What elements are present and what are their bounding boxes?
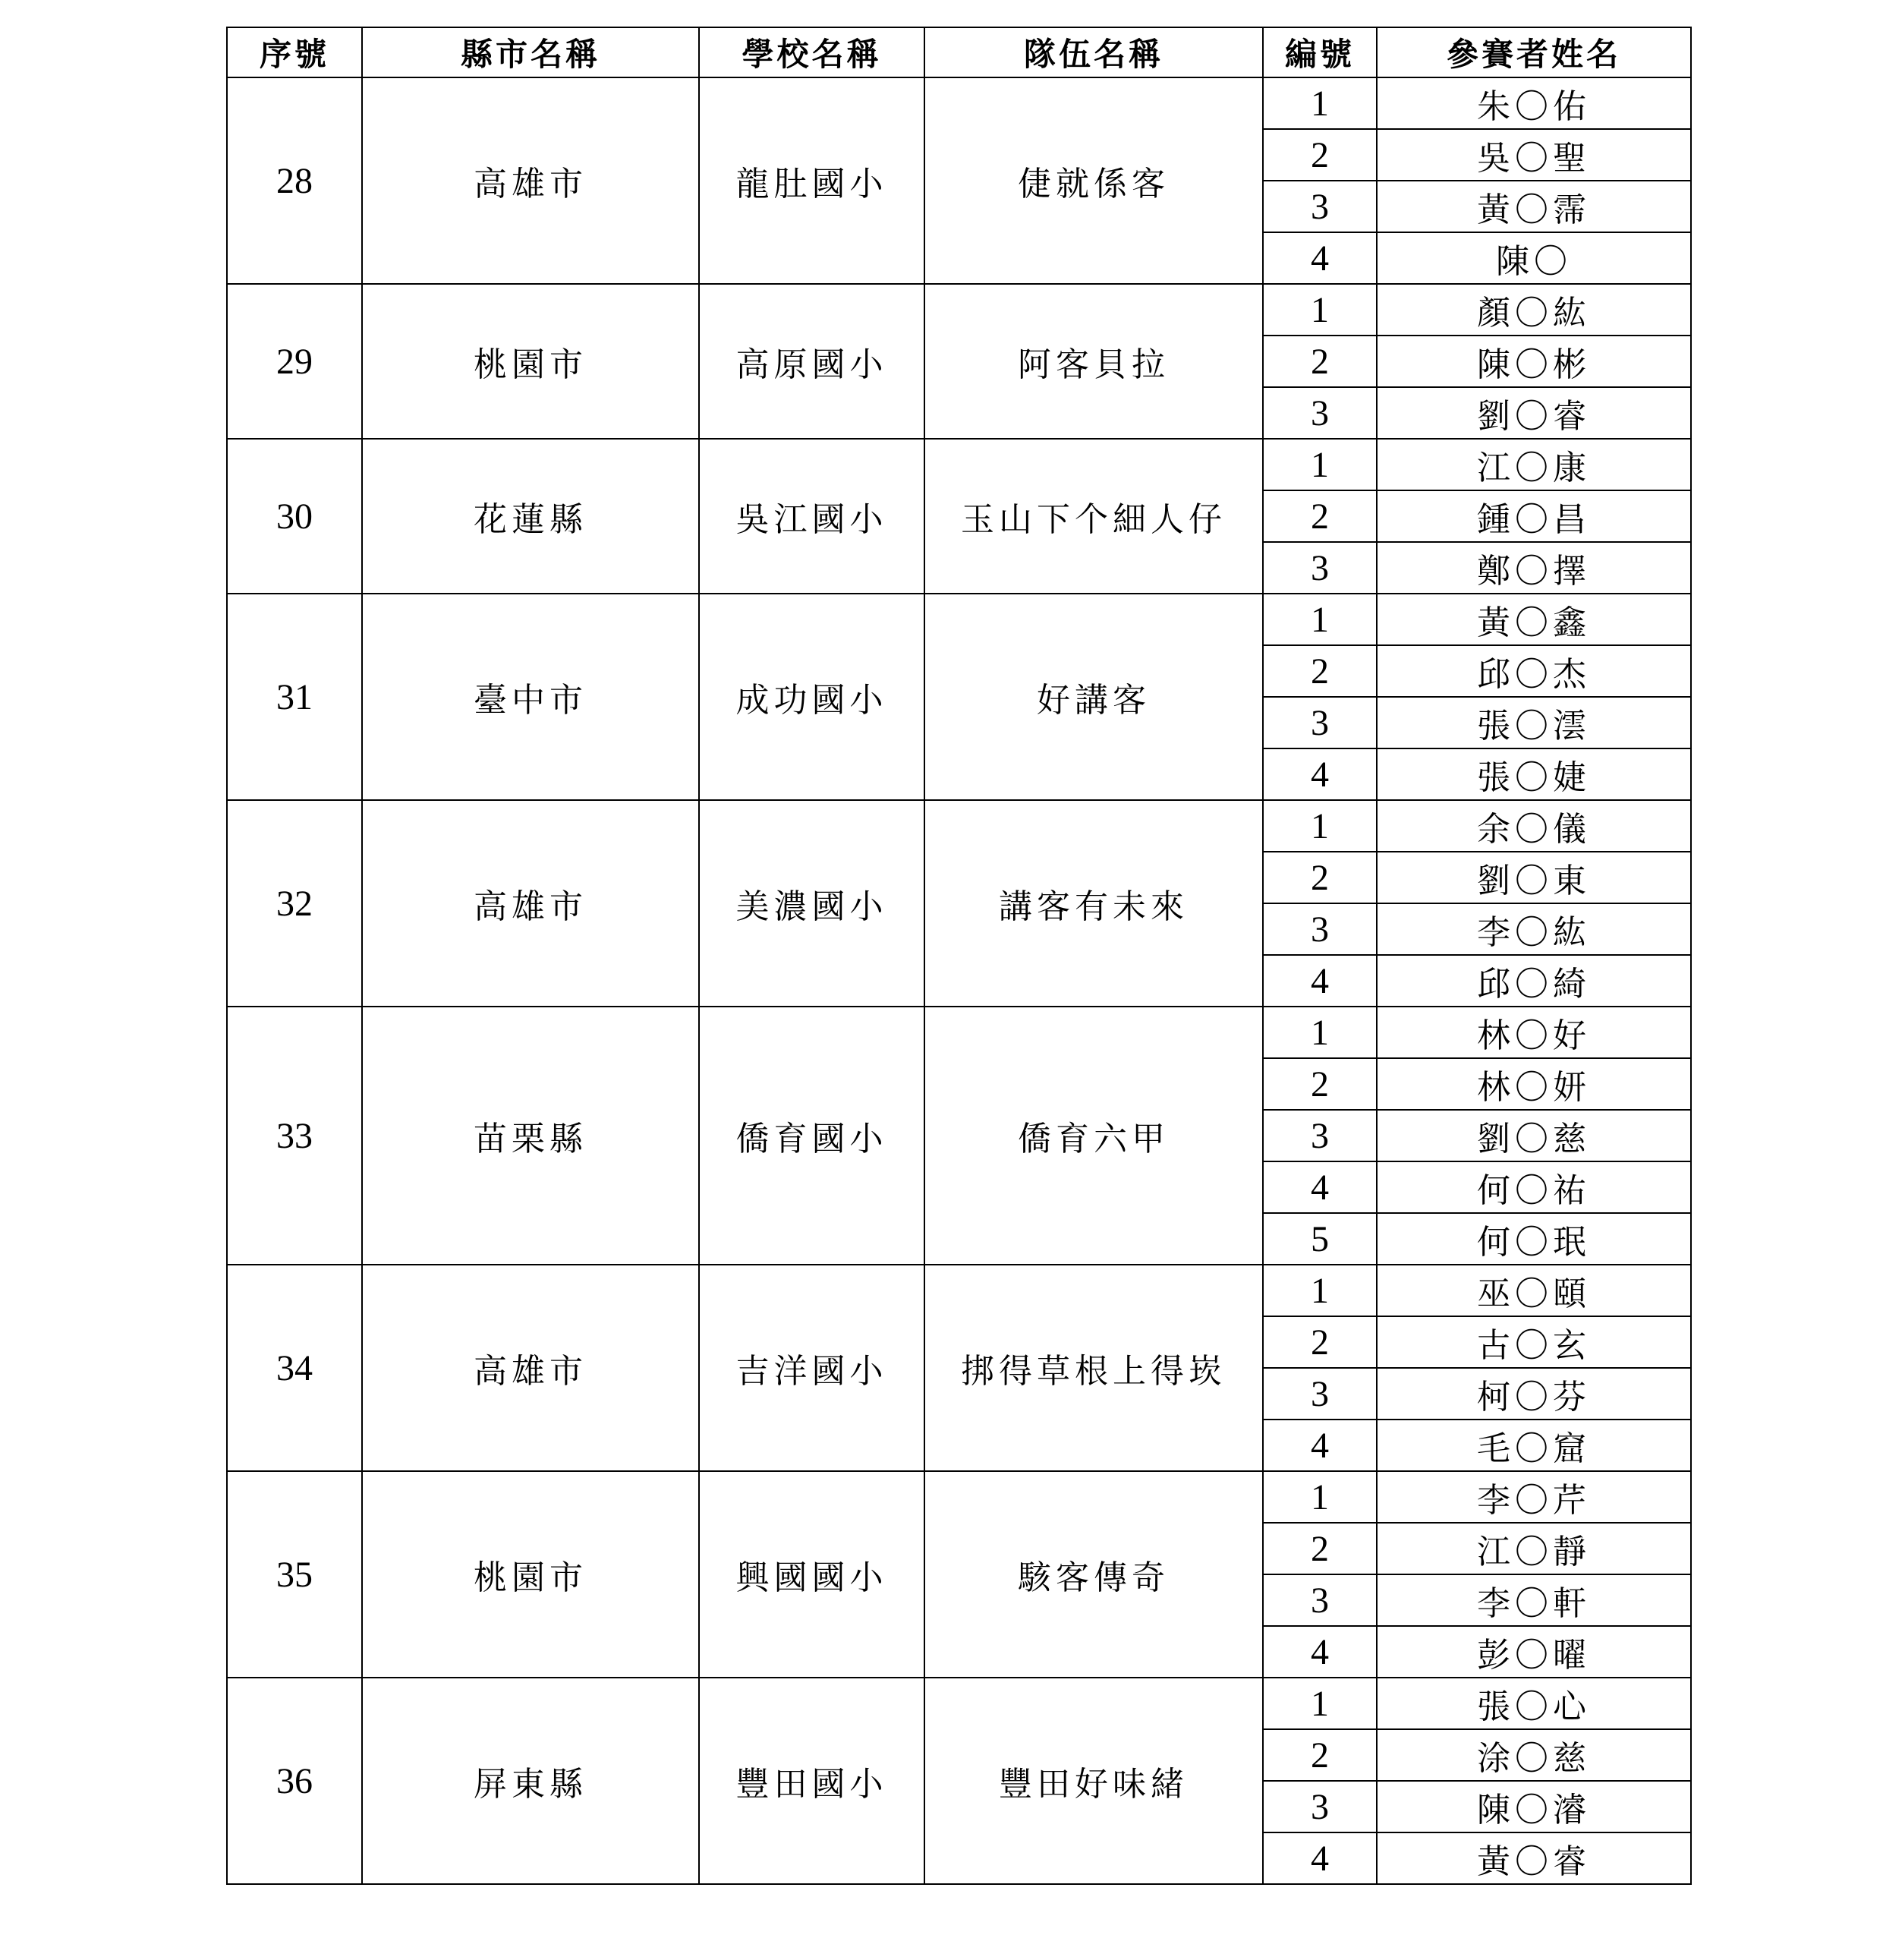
- team-cell: 倢就係客: [924, 77, 1263, 284]
- member-number-cell: 2: [1263, 1058, 1377, 1110]
- member-number-cell: 1: [1263, 439, 1377, 490]
- member-number-cell: 1: [1263, 1007, 1377, 1058]
- member-number-cell: 4: [1263, 232, 1377, 284]
- header-county: 縣市名稱: [362, 27, 699, 77]
- member-name-cell: 何〇祐: [1377, 1161, 1691, 1213]
- table-row: [227, 1007, 1691, 1058]
- member-number-cell: 1: [1263, 1471, 1377, 1523]
- member-number-cell: 2: [1263, 129, 1377, 181]
- seq-cell: 28: [227, 77, 362, 284]
- member-name-cell: 毛〇窟: [1377, 1420, 1691, 1471]
- member-number-cell: 2: [1263, 1729, 1377, 1781]
- member-name-cell: 顏〇紘: [1377, 284, 1691, 336]
- member-number-cell: 4: [1263, 748, 1377, 800]
- member-number-cell: 3: [1263, 181, 1377, 232]
- member-number-cell: 4: [1263, 1420, 1377, 1471]
- team-cell: 阿客貝拉: [924, 284, 1263, 439]
- seq-cell: 34: [227, 1265, 362, 1471]
- member-number-cell: 2: [1263, 645, 1377, 697]
- team-cell: 好講客: [924, 594, 1263, 800]
- member-number-cell: 2: [1263, 852, 1377, 903]
- member-number-cell: 3: [1263, 697, 1377, 748]
- header-school: 學校名稱: [699, 27, 924, 77]
- member-number-cell: 1: [1263, 1265, 1377, 1316]
- table-row: [227, 594, 1691, 645]
- school-cell: 吳江國小: [699, 439, 924, 594]
- school-cell: 成功國小: [699, 594, 924, 800]
- member-number-cell: 1: [1263, 284, 1377, 336]
- header-participant-name: 參賽者姓名: [1377, 27, 1691, 77]
- member-number-cell: 4: [1263, 1626, 1377, 1678]
- team-cell: 僑育六甲: [924, 1007, 1263, 1265]
- member-name-cell: 張〇心: [1377, 1678, 1691, 1729]
- table-row: [227, 800, 1691, 852]
- member-name-cell: 黃〇鑫: [1377, 594, 1691, 645]
- county-cell: 臺中市: [362, 594, 699, 800]
- table-row: [227, 1678, 1691, 1729]
- member-name-cell: 何〇珉: [1377, 1213, 1691, 1265]
- table-row: [227, 1265, 1691, 1316]
- member-number-cell: 4: [1263, 1832, 1377, 1884]
- member-number-cell: 3: [1263, 1574, 1377, 1626]
- header-row: [227, 27, 1691, 77]
- member-name-cell: 鄭〇擇: [1377, 542, 1691, 594]
- member-number-cell: 5: [1263, 1213, 1377, 1265]
- member-name-cell: 鍾〇昌: [1377, 490, 1691, 542]
- header-seq: 序號: [227, 27, 362, 77]
- member-number-cell: 3: [1263, 542, 1377, 594]
- member-number-cell: 3: [1263, 903, 1377, 955]
- member-name-cell: 柯〇芬: [1377, 1368, 1691, 1420]
- member-number-cell: 3: [1263, 1110, 1377, 1161]
- member-number-cell: 3: [1263, 1368, 1377, 1420]
- county-cell: 苗栗縣: [362, 1007, 699, 1265]
- team-cell: 講客有未來: [924, 800, 1263, 1007]
- member-number-cell: 2: [1263, 490, 1377, 542]
- member-name-cell: 林〇好: [1377, 1007, 1691, 1058]
- member-name-cell: 李〇紘: [1377, 903, 1691, 955]
- member-name-cell: 涂〇慈: [1377, 1729, 1691, 1781]
- member-name-cell: 黃〇睿: [1377, 1832, 1691, 1884]
- member-name-cell: 朱〇佑: [1377, 77, 1691, 129]
- table-row: [227, 284, 1691, 336]
- member-name-cell: 彭〇曜: [1377, 1626, 1691, 1678]
- team-cell: 豐田好味緒: [924, 1678, 1263, 1884]
- seq-cell: 33: [227, 1007, 362, 1265]
- seq-cell: 29: [227, 284, 362, 439]
- member-name-cell: 張〇婕: [1377, 748, 1691, 800]
- header-team: 隊伍名稱: [924, 27, 1263, 77]
- team-cell: 駭客傳奇: [924, 1471, 1263, 1678]
- member-name-cell: 陳〇濬: [1377, 1781, 1691, 1832]
- county-cell: 高雄市: [362, 800, 699, 1007]
- school-cell: 高原國小: [699, 284, 924, 439]
- header-number: 編號: [1263, 27, 1377, 77]
- member-number-cell: 1: [1263, 594, 1377, 645]
- school-cell: 龍肚國小: [699, 77, 924, 284]
- member-name-cell: 李〇軒: [1377, 1574, 1691, 1626]
- member-name-cell: 吳〇聖: [1377, 129, 1691, 181]
- member-number-cell: 1: [1263, 77, 1377, 129]
- member-name-cell: 巫〇頤: [1377, 1265, 1691, 1316]
- member-name-cell: 林〇妍: [1377, 1058, 1691, 1110]
- member-name-cell: 劉〇慈: [1377, 1110, 1691, 1161]
- member-name-cell: 余〇儀: [1377, 800, 1691, 852]
- member-name-cell: 劉〇睿: [1377, 387, 1691, 439]
- member-number-cell: 2: [1263, 1523, 1377, 1574]
- member-name-cell: 陳〇: [1377, 232, 1691, 284]
- seq-cell: 35: [227, 1471, 362, 1678]
- member-name-cell: 陳〇彬: [1377, 336, 1691, 387]
- county-cell: 高雄市: [362, 77, 699, 284]
- participant-table-page: [226, 27, 1690, 1885]
- county-cell: 桃園市: [362, 284, 699, 439]
- member-number-cell: 2: [1263, 1316, 1377, 1368]
- member-number-cell: 3: [1263, 387, 1377, 439]
- member-name-cell: 李〇芹: [1377, 1471, 1691, 1523]
- member-name-cell: 黃〇霈: [1377, 181, 1691, 232]
- member-name-cell: 古〇玄: [1377, 1316, 1691, 1368]
- seq-cell: 31: [227, 594, 362, 800]
- seq-cell: 36: [227, 1678, 362, 1884]
- county-cell: 桃園市: [362, 1471, 699, 1678]
- member-number-cell: 4: [1263, 1161, 1377, 1213]
- table-body: [227, 77, 1691, 1884]
- member-number-cell: 1: [1263, 1678, 1377, 1729]
- school-cell: 豐田國小: [699, 1678, 924, 1884]
- county-cell: 屏東縣: [362, 1678, 699, 1884]
- member-name-cell: 劉〇東: [1377, 852, 1691, 903]
- member-number-cell: 4: [1263, 955, 1377, 1007]
- seq-cell: 32: [227, 800, 362, 1007]
- member-name-cell: 張〇澐: [1377, 697, 1691, 748]
- county-cell: 花蓮縣: [362, 439, 699, 594]
- table-row: [227, 77, 1691, 129]
- member-name-cell: 江〇靜: [1377, 1523, 1691, 1574]
- member-number-cell: 2: [1263, 336, 1377, 387]
- table-header: [227, 27, 1691, 77]
- school-cell: 吉洋國小: [699, 1265, 924, 1471]
- school-cell: 興國國小: [699, 1471, 924, 1678]
- school-cell: 僑育國小: [699, 1007, 924, 1265]
- member-name-cell: 江〇康: [1377, 439, 1691, 490]
- seq-cell: 30: [227, 439, 362, 594]
- school-cell: 美濃國小: [699, 800, 924, 1007]
- member-name-cell: 邱〇綺: [1377, 955, 1691, 1007]
- participant-table: [226, 27, 1692, 1885]
- team-cell: 挷得草根上得崁: [924, 1265, 1263, 1471]
- table-row: [227, 439, 1691, 490]
- member-number-cell: 1: [1263, 800, 1377, 852]
- table-row: [227, 1471, 1691, 1523]
- county-cell: 高雄市: [362, 1265, 699, 1471]
- member-number-cell: 3: [1263, 1781, 1377, 1832]
- member-name-cell: 邱〇杰: [1377, 645, 1691, 697]
- team-cell: 玉山下个細人仔: [924, 439, 1263, 594]
